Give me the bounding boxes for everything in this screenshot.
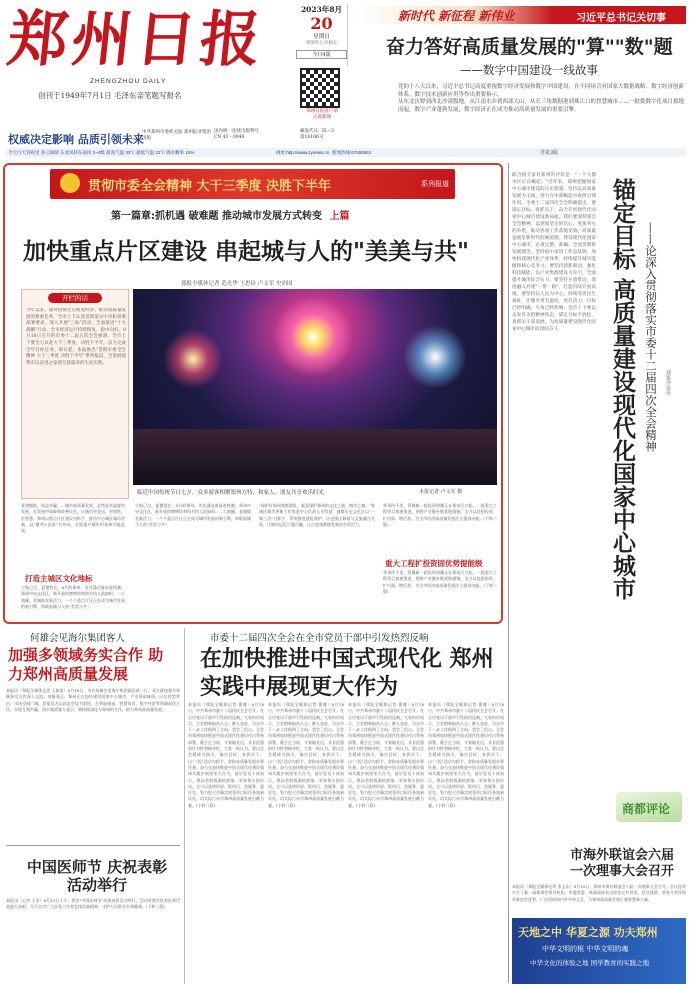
newspaper-title: 郑州日报	[4, 5, 268, 75]
firework-burst	[273, 297, 353, 377]
firework-burst-right	[403, 325, 467, 389]
right-col-divider	[508, 163, 509, 983]
qr-code[interactable]	[300, 68, 340, 108]
lead-article-box	[3, 163, 503, 624]
firework-burst-left	[163, 329, 223, 389]
postal-code: 邮发代号: 35 - 3	[300, 129, 334, 134]
founding-note: 创刊于1949年7月1日 毛泽东亲笔题写报名	[38, 91, 182, 100]
date-box	[296, 4, 348, 66]
crowd-silhouette	[133, 429, 497, 485]
hotline: 新闻热线:67655551	[332, 150, 372, 155]
editorial-headline[interactable]: 锚定目标 高质量建设现代化国家中心城市	[609, 178, 635, 601]
weather-bar	[6, 148, 686, 157]
editorial-subhead: ——论深入贯彻落实市委十二届四次全会精神	[644, 222, 658, 452]
lead-photo	[133, 289, 497, 485]
website-link[interactable]: 网址:http://www.zynews.cn	[276, 150, 330, 155]
city-ad	[512, 918, 686, 984]
lunar-date: 癸卯年七月初五	[305, 41, 338, 46]
bottom-left-headline[interactable]: 加强多领域务实合作 助力郑州高质量发展	[8, 646, 164, 683]
lead-col-3: "保护好郑州商都遗址，就是保护郑州的文化之根、城市之魂。"曾城区城市更新工作推进中心负责人介绍说，商都历史文化区以"一城三点"为抓手，系统推进遗址保护、历史街区修复与文旅融合发展，让城市记忆可感可触，让古老商都焕发新的生机活力。	[259, 503, 375, 527]
bottom-left-body-2: 本报讯（记者 王治）8月19日下午，我市"中国医师节"庆祝表彰活动举行。活动对我市优秀医师代表进行表彰，号召全市广大医务工作者弘扬崇高精神，守护人民群众生命健康。(下转二版)	[6, 898, 180, 910]
commentary-badge	[616, 792, 682, 822]
photo-credit: 本报记者 卢文军 摄	[419, 489, 463, 495]
series-banner-title: 习近平总书记关切事	[576, 13, 666, 24]
intro-title: 开栏的话	[48, 293, 102, 303]
bottom-mid-col-1: 本报讯（郑报全媒体记者 董娜）8月18日，中共郑州市委十二届四次全会召开，在全市党员干部中引发热烈反响。大家纷纷表示，全会精神振奋人心、催人奋进，为全市下一步工作指明了方向，坚定了信心。全会对郑州加快推进中国式现代化建设作出系统部署，既立足当前，又着眼长远，具有很强的针对性和指导性。大家一致认为，要以全会精神为指引，锚定目标，真抓实干，以"三标"活动为抓手，坚持高质量发展首要任务，奋力在加快推进中国式现代化建设郑州实践中展现更大作为。基层党员干部表示，将以更加饱满的热情、更加务实的作风，全力以赴拼经济、抓项目、优服务、惠民生，努力把全会确定的各项目标任务落到实处，以实际行动为郑州高质量发展贡献力量。(下转二版)	[188, 702, 264, 808]
city-ad-line2: 中华文明的根 中华文明的魂	[542, 945, 629, 953]
qr-caption-app: 正观新闻	[313, 115, 331, 120]
intro-box	[21, 289, 129, 499]
serial-number: 第16106号	[300, 135, 324, 140]
top-headline[interactable]: 奋力答好高质量发展的"算""数"题	[386, 36, 673, 58]
intro-text: 今年以来，面对疫情之后恢复经济、推动高质量发展的繁重任务，全市上下认真贯彻落实中央和省委部署要求，深入开展"三标"活动，全面推进"十大战略"行动，全市经济运行持续恢复，稳中向好。8月18日召开的市委十二届五次全会强调，全市上下要全力以赴大干三季度、决胜下半年，奋力完成全年目标任务。即日起，本报推出"贯彻市委全会精神 大干三季度 决胜下半年"系列报道，全景展现我市以奋进之姿谱写新篇章的生动实践。	[26, 308, 126, 366]
section-divider	[6, 845, 180, 846]
bottom-mid-headline[interactable]: 在加快推进中国式现代化 郑州实践中展现更大作为	[200, 647, 494, 700]
commentary-badge-text: 商都评论	[622, 802, 671, 816]
lead-kicker	[111, 207, 349, 222]
bottom-mid-kicker: 市委十二届四次全会在全市党员干部中引发热烈反响	[210, 633, 429, 644]
lead-col-2: 立秋已过，夏暑犹在。8月的郑州，处处涌动着奋进热潮。郑州中央文化区，新开放的博物馆和图书馆人流如织；二七商圈，老城焕发新活力。一个个重点片区正在成为城市发展的新引擎，串联起城与人的"美美与共"。	[135, 503, 251, 527]
lead-headline[interactable]: 加快重点片区建设 串起城与人的"美美与共"	[23, 239, 469, 265]
cn-code: CN 41 - 0048	[214, 135, 245, 140]
bottom-left-kicker: 何雄会见海尔集团客人	[30, 633, 126, 644]
weather-text: 今天白天到夜里 多云间晴 东北风转东南风 3~4级 最高气温 33℃ 最低气温 22℃ 降水概率 10%	[8, 150, 195, 155]
date-year-month: 2023年8月	[300, 5, 343, 14]
issue-info-label: 国内统一连续出版物号	[214, 129, 259, 134]
right-news-body: 本报讯（郑报全媒体记者 张玉东）8月18日，郑州市海外联谊会六届一次理事大会召开。会议选举产生了新一届理事会领导机构，市委常委、统战部部长出席会议并讲话。会议强调，要充分发挥海外联谊会优势，广泛团结海内外中华儿女，为郑州高质量发展汇聚智慧和力量。	[512, 884, 686, 902]
bottom-left-headline-2[interactable]: 中国医师节 庆祝表彰活动举行	[26, 858, 168, 894]
lead-byline: 郑报全媒体记者 范光华 王思俭 卢文军 史治国	[181, 281, 293, 287]
issue-number	[300, 129, 360, 141]
newspaper-pinyin: ZHENGZHOU DAILY	[90, 78, 167, 85]
top-subhead: ——数字中国建设一线故事	[460, 63, 598, 77]
lead-banner	[50, 169, 455, 199]
lead-banner-text: 贯彻市委全会精神 大干三季度 决胜下半年	[88, 179, 332, 194]
editorial-body: 联合国专家对郑州的评价是："一个大都市区正在崛起。"近年来，郑州把握国家中心城市建设的历史机遇，坚持以高质量发展为主线，努力在中部崛起中发挥引领作用。市委十二届四次全会明确提出，要锚定目标、真抓实干，奋力开创现代化国家中心城市建设新局面。我们要深刻领会全会精神，以更加坚定的信心、更加务实的举措，推动各项工作落地见效。高质量发展是新时代的硬道理。建设现代化国家中心城市，必须完整、准确、全面贯彻新发展理念，坚持稳中求进工作总基调，加快构建现代化产业体系，持续提升城市能级和核心竞争力。要坚持创新驱动，强化科技赋能，以产业集群建设为牵引，全面提升城市综合实力。要坚持开放带动，深度融入共建"一带一路"，打造内陆开放高地。要坚持以人民为中心，持续改善民生福祉，让城市更有温度、更有活力。目标已经明确，号角已经吹响。全市上下要以奋发有为的精神状态，锚定目标不放松，真抓实干谋发展，为高质量建设现代化国家中心城市而团结奋斗。	[512, 173, 596, 332]
city-ad-line1: 天地之中 华夏之源 功夫郑州	[518, 926, 658, 939]
series-banner	[356, 6, 686, 24]
series-banner-slogan: 新时代 新征程 新伟业	[398, 9, 515, 23]
lead-kicker-tag: 上篇	[329, 211, 350, 222]
date-day: 20	[310, 14, 333, 33]
masthead-logo	[4, 4, 293, 100]
right-news-headline[interactable]: 市海外联谊会六届一次理事大会召开	[570, 848, 675, 879]
lead-col-4b: 华事传千里，管城新一轮投资热潮正在郑东区兴起。一批重大工程项目加速推进，围绕产业链补链延链强链，全力以赴稳投资、扩内需、增后劲，为全市经济高质量发展注入强劲动能。(下转二版)	[383, 570, 497, 594]
photo-caption: 临近中国传统节日七夕，众多游客相聚郑州方特，和家人、朋友共享欢乐时光	[137, 490, 325, 496]
top-body-p2: 从东北沃野到西北沙漠腹地，从江南水乡到西部大山，从长三角数据港到珠江口的智慧城市……一批批数字化项目拔地而起，数字产业蓬勃发展，数字经济正在成为推动高质量发展的重要引擎。	[398, 99, 685, 113]
top-body	[398, 84, 686, 114]
lead-banner-tag: 系列报道	[421, 180, 449, 188]
party-emblem-icon	[60, 173, 80, 193]
lead-col-1b: 立秋已过，夏暑犹在。8月的郑州，处处涌动着奋进热潮。郑州中央文化区，新开放的博物馆和图书馆人流如织；二七商圈，老城焕发新活力。一个个重点片区正在成为城市发展的新引擎，串联起城与人的"美美与共"。	[21, 585, 125, 609]
bottom-mid-col-3: 本报讯（郑报全媒体记者 董娜）8月18日，中共郑州市委十二届四次全会召开，在全市党员干部中引发热烈反响。大家纷纷表示，全会精神振奋人心、催人奋进，为全市下一步工作指明了方向，坚定了信心。全会对郑州加快推进中国式现代化建设作出系统部署，既立足当前，又着眼长远，具有很强的针对性和指导性。大家一致认为，要以全会精神为指引，锚定目标，真抓实干，以"三标"活动为抓手，坚持高质量发展首要任务，奋力在加快推进中国式现代化建设郑州实践中展现更大作为。基层党员干部表示，将以更加饱满的热情、更加务实的作风，全力以赴拼经济、抓项目、优服务、惠民生，努力把全会确定的各项目标任务落到实处，以实际行动为郑州高质量发展贡献力量。(下转二版)	[348, 702, 424, 808]
bottom-mid-col-4: 本报讯（郑报全媒体记者 董娜）8月18日，中共郑州市委十二届四次全会召开，在全市党员干部中引发热烈反响。大家纷纷表示，全会精神振奋人心、催人奋进，为全市下一步工作指明了方向，坚定了信心。全会对郑州加快推进中国式现代化建设作出系统部署，既立足当前，又着眼长远，具有很强的针对性和指导性。大家一致认为，要以全会精神为指引，锚定目标，真抓实干，以"三标"活动为抓手，坚持高质量发展首要任务，奋力在加快推进中国式现代化建设郑州实践中展现更大作为。基层党员干部表示，将以更加饱满的热情、更加务实的作风，全力以赴拼经济、抓项目、优服务、惠民生，努力把全会确定的各项目标任务落到实处，以实际行动为郑州高质量发展贡献力量。(下转二版)	[428, 702, 504, 808]
city-ad-line3: 中华文化的体验之地 国学教育的实践之地	[530, 959, 650, 967]
qr-caption: 郑州日报客户端	[306, 109, 338, 114]
weekday: 星期日	[313, 34, 330, 40]
bottom-left-body: 本报讯（郑报全媒体记者 王新富）8月18日，市长何雄会见海尔集团副总裁一行，双方就加强多领域务实合作深入交流。何雄表示，郑州正在加快建设国家中心城市，产业基础雄厚，区位优势突出，市场空间广阔。希望双方以此次会谈为契机，在智能制造、智慧家居、数字经济等领域深化合作，实现互利共赢。海尔集团客人表示，将持续深化与郑州的合作，助力郑州高质量发展。	[6, 688, 180, 712]
see-page-3[interactable]: 详见3版	[540, 150, 559, 156]
top-body-p1: 党的十八大以来，习近平总书记高度重视数字经济发展和数字中国建设，在不同场合对国家大数据战略、数字经济创新体系、数字技术创新应用等作出重要指示。	[398, 84, 685, 98]
lead-subhead-1: 打造主城区文化地标	[25, 574, 93, 583]
lead-col-1: 党建赋能，权益共赢……城市高质量发展，必然是有温度的发展。在发展中保障和改善民生，让城市更宜居、更韧性、更智慧。郑州以重点片区建设为抓手，推动中心城区城市更新，以"繁华+品质"为导向，全面提升城市形象和功能品质。	[21, 503, 125, 534]
editorial-author: 郑报评论员	[665, 370, 671, 395]
bottom-mid-col-2: 本报讯（郑报全媒体记者 董娜）8月18日，中共郑州市委十二届四次全会召开，在全市党员干部中引发热烈反响。大家纷纷表示，全会精神振奋人心、催人奋进，为全市下一步工作指明了方向，坚定了信心。全会对郑州加快推进中国式现代化建设作出系统部署，既立足当前，又着眼长远，具有很强的针对性和指导性。大家一致认为，要以全会精神为指引，锚定目标，真抓实干，以"三标"活动为抓手，坚持高质量发展首要任务，奋力在加快推进中国式现代化建设郑州实践中展现更大作为。基层党员干部表示，将以更加饱满的热情、更加务实的作风，全力以赴拼经济、抓项目、优服务、惠民生，努力把全会确定的各项目标任务落到实处，以实际行动为郑州高质量发展贡献力量。(下转二版)	[268, 702, 344, 808]
page-count: 今日4版	[296, 50, 347, 59]
lead-kicker-text: 第一篇章:抓机遇 破难题 推动城市发展方式转变	[111, 211, 322, 222]
lead-subhead-2: 重大工程扩投资固优势提能级	[385, 559, 483, 568]
publisher-info: 中共郑州市委机关报 郑州报业集团出版	[142, 130, 211, 141]
slogan: 权威决定影响 品质引领未来	[8, 133, 144, 146]
lead-col-4: 华事传千里，管城新一轮投资热潮正在郑东区兴起。一批重大工程项目加速推进，围绕产业链补链延链强链，全力以赴稳投资、扩内需、增后劲，为全市经济高质量发展注入强劲动能。(下转二版)	[383, 503, 497, 527]
column-divider	[184, 628, 185, 984]
